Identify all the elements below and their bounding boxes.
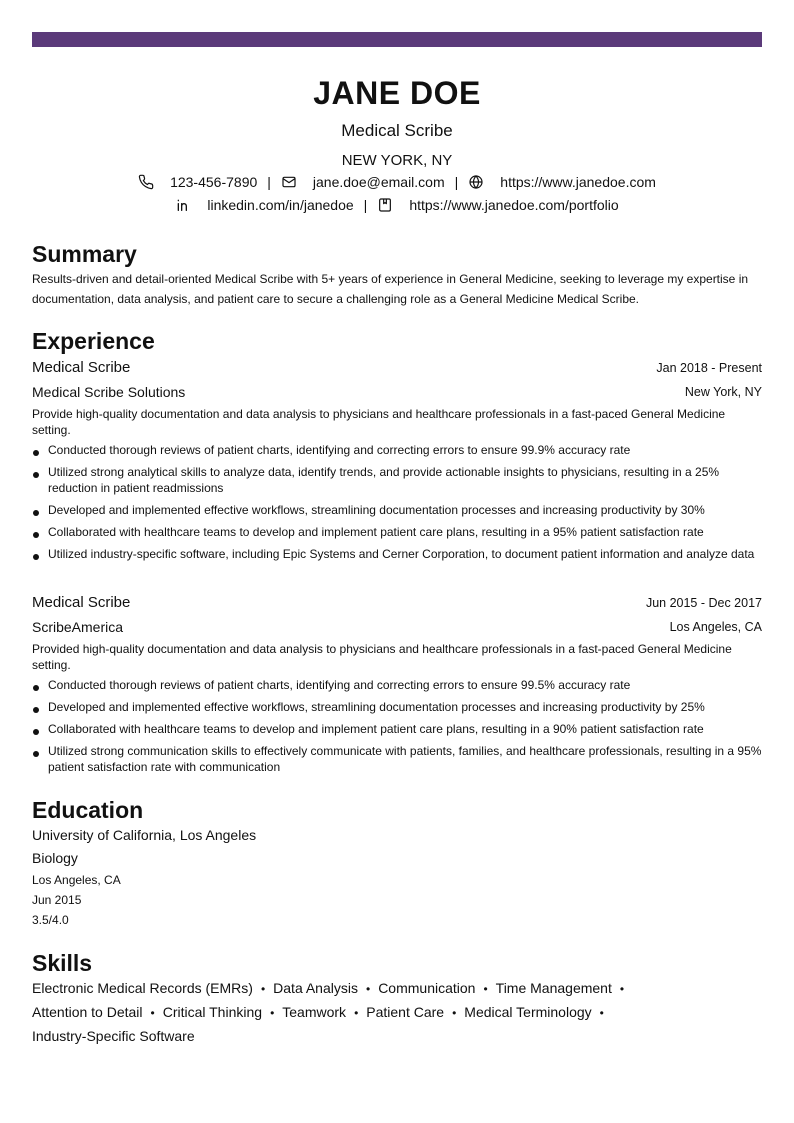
skill-separator: • xyxy=(354,1006,359,1020)
education-location: Los Angeles, CA xyxy=(32,873,121,887)
skill-separator: • xyxy=(599,1006,604,1020)
job-bullets xyxy=(32,442,762,568)
summary-text: Results-driven and detail-oriented Medical Scribe with 5+ years of experience in General Medicine, seeking to leverage my expertise in documentation, data analysis, and patient care to secure a challenging role as a General Medicine Medical Scribe. xyxy=(32,272,749,306)
skill-item: Communication xyxy=(378,980,476,996)
email-text: jane.doe@email.com xyxy=(312,174,445,190)
job-dates: Jan 2018 - Present xyxy=(656,361,762,375)
bullet-item: Developed and implemented effective workflows, streamlining documentation processes and increasing productivity by 25% xyxy=(32,699,762,715)
portfolio-icon xyxy=(377,197,393,213)
skills-heading: Skills xyxy=(32,950,93,976)
education-heading: Education xyxy=(32,797,144,823)
skill-item: Time Management xyxy=(495,980,612,996)
skill-item: Attention to Detail xyxy=(32,1004,143,1020)
website-text: https://www.janedoe.com xyxy=(500,174,656,190)
skill-separator: • xyxy=(452,1006,457,1020)
skill-item: Electronic Medical Records (EMRs) xyxy=(32,980,253,996)
summary-heading: Summary xyxy=(32,241,137,267)
candidate-location: NEW YORK, NY xyxy=(341,152,453,169)
phone-text: 123-456-7890 xyxy=(170,174,258,190)
bullet-item: Utilized industry-specific software, including Epic Systems and Cerner Corporation, to document patient information and analyze data xyxy=(32,546,762,562)
linkedin-icon xyxy=(175,197,191,213)
skill-separator: • xyxy=(270,1006,275,1020)
job-location: Los Angeles, CA xyxy=(669,620,762,634)
education-school: University of California, Los Angeles xyxy=(32,827,257,843)
candidate-name: JANE DOE xyxy=(313,75,481,111)
education-degree: Biology xyxy=(32,850,78,866)
skill-item: Medical Terminology xyxy=(464,1004,592,1020)
job-location: New York, NY xyxy=(684,385,762,399)
education-date: Jun 2015 xyxy=(32,893,82,907)
header-accent-bar xyxy=(32,32,762,47)
skill-separator: • xyxy=(483,982,488,996)
contact-email[interactable] xyxy=(281,173,445,191)
mail-icon xyxy=(281,174,297,190)
skill-item: Critical Thinking xyxy=(162,1004,263,1020)
bullet-item: Collaborated with healthcare teams to develop and implement patient care plans, resulting in a 90% patient satisfaction rate xyxy=(32,721,762,737)
bullet-item: Utilized strong analytical skills to analyze data, identify trends, and provide actionable insights to physicians, resulting in a 25% reduction in patient readmissions xyxy=(32,464,762,496)
skill-item: Industry-Specific Software xyxy=(32,1028,195,1044)
skill-item: Patient Care xyxy=(366,1004,445,1020)
skill-item: Data Analysis xyxy=(273,980,358,996)
job-company: Medical Scribe Solutions xyxy=(32,384,186,400)
bullet-item: Utilized strong communication skills to effectively communicate with patients, families, and healthcare professionals, resulting in a 95% patient satisfaction rate with communication xyxy=(32,743,762,775)
skill-separator: • xyxy=(365,982,371,996)
job-description: Provide high-quality documentation and data analysis to physicians and healthcare professionals in a fast-paced General Medicine setting. xyxy=(32,407,726,437)
experience-heading: Experience xyxy=(32,328,155,354)
job-title: Medical Scribe xyxy=(32,359,131,376)
job-company: ScribeAmerica xyxy=(32,619,124,635)
separator: | xyxy=(363,197,368,213)
separator: | xyxy=(267,174,271,190)
job-dates: Jun 2015 - Dec 2017 xyxy=(645,596,762,610)
contact-phone[interactable] xyxy=(138,173,257,191)
skill-item: Teamwork xyxy=(282,1004,347,1020)
candidate-role: Medical Scribe xyxy=(341,121,453,140)
skills-list xyxy=(32,977,672,1048)
globe-icon xyxy=(468,174,484,190)
separator: | xyxy=(454,174,459,190)
contact-row-primary xyxy=(32,173,762,191)
contact-website[interactable] xyxy=(468,173,656,191)
education-gpa: 3.5/4.0 xyxy=(32,913,69,927)
job-bullets xyxy=(32,677,762,781)
portfolio-text: https://www.janedoe.com/portfolio xyxy=(409,197,619,213)
skill-separator: • xyxy=(619,982,625,996)
phone-icon xyxy=(138,174,154,190)
contact-portfolio[interactable] xyxy=(377,196,618,214)
job-title: Medical Scribe xyxy=(32,594,131,611)
contact-linkedin[interactable] xyxy=(175,196,353,214)
job-description: Provided high-quality documentation and data analysis to physicians and healthcare professionals in a fast-paced General Medicine setting. xyxy=(32,642,732,672)
linkedin-text: linkedin.com/in/janedoe xyxy=(207,197,354,213)
bullet-item: Collaborated with healthcare teams to develop and implement patient care plans, resulting in a 95% patient satisfaction rate xyxy=(32,524,762,540)
skill-separator: • xyxy=(150,1006,155,1020)
bullet-item: Conducted thorough reviews of patient charts, identifying and correcting errors to ensure 99.9% accuracy rate xyxy=(32,442,762,458)
skill-separator: • xyxy=(260,982,266,996)
bullet-item: Developed and implemented effective workflows, streamlining documentation processes and increasing productivity by 30% xyxy=(32,502,762,518)
bullet-item: Conducted thorough reviews of patient charts, identifying and correcting errors to ensure 99.5% accuracy rate xyxy=(32,677,762,693)
contact-row-secondary xyxy=(32,196,762,214)
